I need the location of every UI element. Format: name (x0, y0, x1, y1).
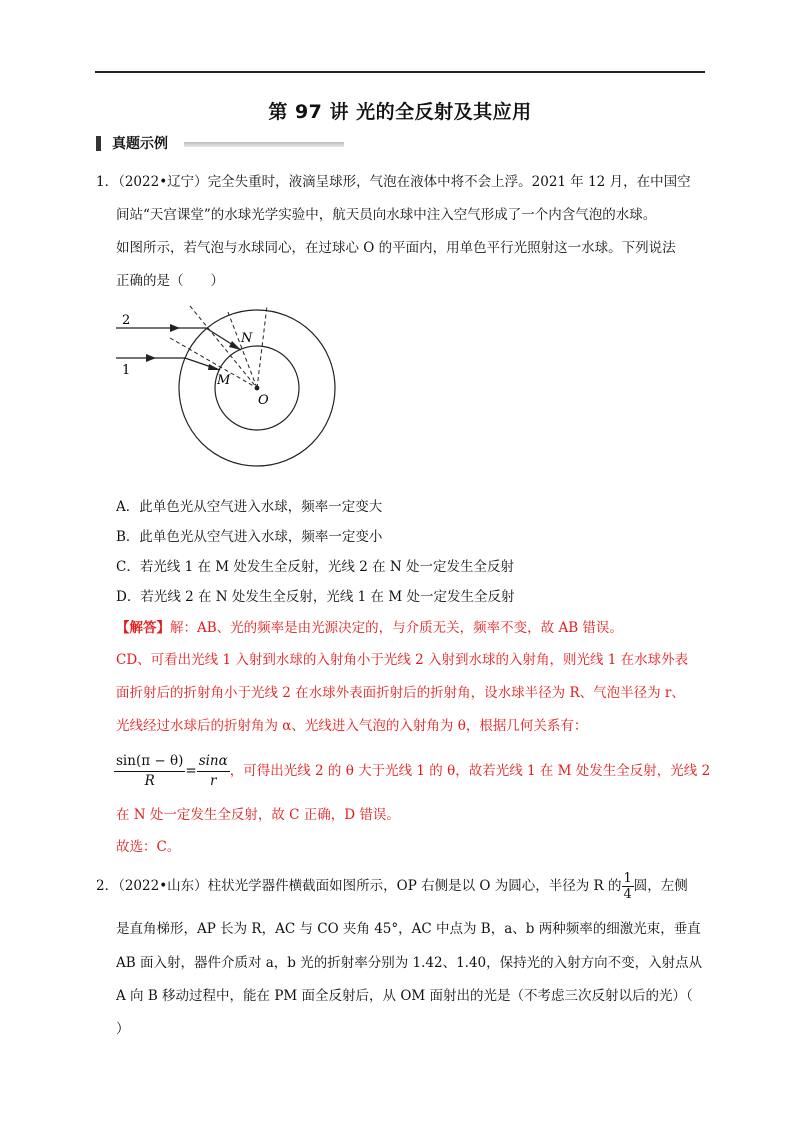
q1-line-3: 如图所示，若气泡与水球同心，在过球心 O 的平面内，用单色平行光照射这一水球。下列说法 (116, 240, 676, 256)
label-n: N (241, 331, 253, 346)
q1-option-d: D．若光线 2 在 N 处发生全反射，光线 1 在 M 处一定发生全反射 (116, 589, 515, 605)
q1-option-a: A．此单色光从空气进入水球，频率一定变大 (116, 499, 383, 515)
label-o: O (258, 393, 269, 408)
q1-answer-line-4: 光线经过水球后的折射角为 α、光线进入气泡的入射角为 θ，根据几何关系有： (116, 718, 588, 734)
section-marker (96, 136, 101, 151)
q1-answer-line-2: CD、可看出光线 1 入射到水球的入射角小于光线 2 入射到水球的入射角，则光线 1 在水球外表 (116, 652, 689, 668)
q1-answer-line-6: 在 N 处一定发生全反射，故 C 正确，D 错误。 (116, 807, 400, 823)
section-underline (184, 142, 344, 147)
q1-answer-line-1 (116, 618, 623, 638)
page-title: 第 97 讲 光的全反射及其应用 (268, 101, 532, 123)
q1-answer-line-3: 面折射后的折射角小于光线 2 在水球外表面折射后的折射角，设水球半径为 R、气泡半径为 r、 (116, 685, 685, 701)
q2-line-1b: 圆，左侧 (633, 878, 688, 894)
normal-line-n (228, 312, 257, 388)
q1-line-2: 间站“天宫课堂”的水球光学实验中，航天员向水球中注入空气形成了一个内含气泡的水球。 (116, 207, 657, 223)
formula-left-numerator: sin(π − θ) (114, 752, 185, 772)
q1-answer-choice: 故选：C。 (116, 839, 181, 855)
q2-line-1 (96, 871, 688, 902)
q1-option-b: B．此单色光从空气进入水球，频率一定变小 (116, 529, 383, 545)
q2-fraction-denominator: 4 (623, 887, 632, 902)
q1-line-4: 正确的是（ ） (116, 273, 224, 289)
q2-line-2: 是直角梯形，AP 长为 R，AC 与 CO 夹角 45°，AC 中点为 B，a、b 两种频率的细激光束，垂直 (116, 921, 701, 937)
ray-1-arrow-2 (208, 364, 220, 370)
q1-option-c: C．若光线 1 在 M 处发生全反射，光线 2 在 N 处一定发生全反射 (116, 559, 514, 575)
answer-text-1: 解：AB、光的频率是由光源决定的，与介质无关，频率不变，故 AB 错误。 (170, 620, 623, 636)
section-title: 真题示例 (112, 136, 168, 152)
ray-2-arrow (170, 324, 180, 332)
answer-text-5: ，可得出光线 2 的 θ 大于光线 1 的 θ，故若光线 1 在 M 处发生全反射，光线 2 (229, 763, 711, 779)
q2-line-1a: 2．（2022•山东）柱状光学器件横截面如图所示，OP 右侧是以 O 为圆心，半径为 R 的 (96, 878, 622, 894)
formula-right-denominator: r (209, 773, 217, 789)
q2-fraction (622, 871, 634, 902)
q2-line-4: A 向 B 移动过程中，能在 PM 面全反射后，从 OM 面射出的光是（不考虑三次反射以后的光）（ (116, 988, 693, 1004)
ray-2-arrow-2 (229, 341, 241, 350)
answer-tag: 【解答】 (116, 620, 170, 636)
center-point (255, 386, 260, 391)
label-ray-2: 2 (122, 313, 131, 328)
q2-line-5: ） (116, 1021, 130, 1037)
water-ball-figure (110, 300, 380, 480)
formula-right-numerator: sinα (197, 752, 230, 772)
formula-right-fraction (197, 752, 230, 791)
formula-left-denominator: R (144, 773, 155, 789)
q1-formula (114, 752, 710, 791)
formula-equals: = (185, 763, 197, 779)
formula-left-fraction (114, 752, 185, 791)
header-rule (95, 71, 705, 73)
ray-1-arrow (146, 354, 156, 362)
q2-fraction-numerator: 1 (623, 871, 632, 886)
q1-line-1: 1．（2022•辽宁）完全失重时，液滴呈球形，气泡在液体中将不会上浮。2021 年 12 月，在中国空 (96, 174, 691, 190)
label-m: M (217, 373, 231, 388)
label-ray-1: 1 (122, 363, 131, 378)
q2-line-3: AB 面入射，器件介质对 a，b 光的折射率分别为 1.42、1.40，保持光的入射方向不变，入射点从 (116, 955, 703, 971)
